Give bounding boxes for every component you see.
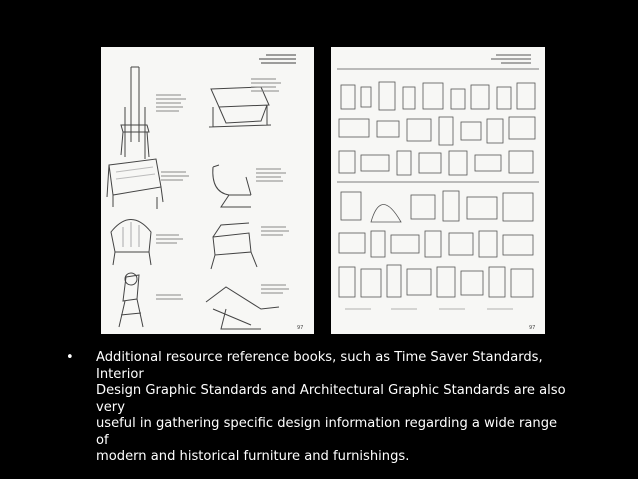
bullet-marker: • (66, 350, 74, 365)
historical-furniture-illustration (331, 47, 545, 334)
modern-chairs-illustration (101, 47, 314, 334)
page-number: 97 (529, 325, 536, 331)
reference-book-page-right (331, 47, 545, 334)
bullet-text (96, 350, 566, 466)
bullet-line: modern and historical furniture and furnishings. (96, 449, 410, 464)
bullet-line: Design Graphic Standards and Architectural Graphic Standards are also very (96, 383, 566, 415)
bullet-line: Additional resource reference books, such as Time Saver Standards, Interior (96, 350, 543, 382)
page-number: 97 (297, 325, 304, 331)
bullet-point (66, 350, 566, 466)
bullet-line: useful in gathering specific design information regarding a wide range of (96, 416, 558, 448)
reference-book-page-left (101, 47, 314, 334)
